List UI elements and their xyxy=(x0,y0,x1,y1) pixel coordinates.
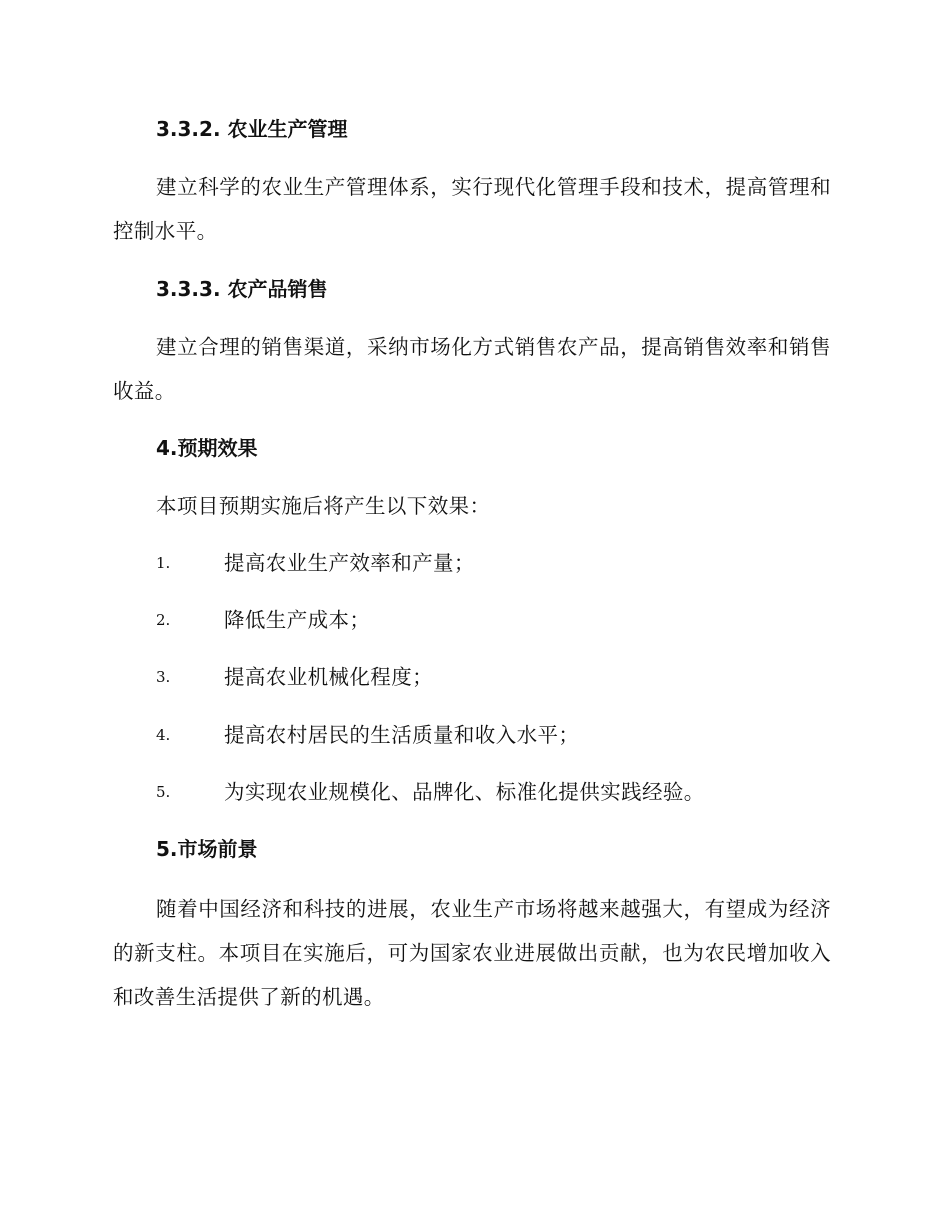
section-paragraph-3-3-2: 建立科学的农业生产管理体系，实行现代化管理手段和技术，提高管理和控制水平。 xyxy=(113,175,831,243)
section-paragraph-5: 随着中国经济和科技的进展，农业生产市场将越来越强大，有望成为经济的新支柱。本项目在实施后，可为国家农业进展做出贡献，也为农民增加收入和改善生活提供了新的机遇。 xyxy=(113,897,831,1009)
list-item-number: 5. xyxy=(156,783,171,801)
list-item-number: 2. xyxy=(156,611,171,629)
section-paragraph-3-3-3: 建立合理的销售渠道，采纳市场化方式销售农产品，提高销售效率和销售收益。 xyxy=(113,335,831,403)
section-heading-4: 4.预期效果 xyxy=(156,436,258,460)
list-item xyxy=(156,549,856,577)
list-item-text: 提高农业生产效率和产量； xyxy=(224,551,475,575)
section-intro-4: 本项目预期实施后将产生以下效果： xyxy=(156,494,491,518)
list-item-text: 为实现农业规模化、品牌化、标准化提供实践经验。 xyxy=(224,780,705,804)
list-item xyxy=(156,663,856,691)
list-item xyxy=(156,606,856,634)
list-item-number: 1. xyxy=(156,554,171,572)
list-item-number: 4. xyxy=(156,726,171,744)
list-item-text: 提高农村居民的生活质量和收入水平； xyxy=(224,723,580,747)
list-item-number: 3. xyxy=(156,668,171,686)
section-heading-5: 5.市场前景 xyxy=(156,837,258,861)
section-heading-3-3-2: 3.3.2. 农业生产管理 xyxy=(156,117,348,141)
list-item xyxy=(156,778,856,806)
list-item-text: 降低生产成本； xyxy=(224,608,371,632)
section-heading-3-3-3: 3.3.3. 农产品销售 xyxy=(156,277,328,301)
list-item xyxy=(156,721,856,749)
list-item-text: 提高农业机械化程度； xyxy=(224,665,433,689)
